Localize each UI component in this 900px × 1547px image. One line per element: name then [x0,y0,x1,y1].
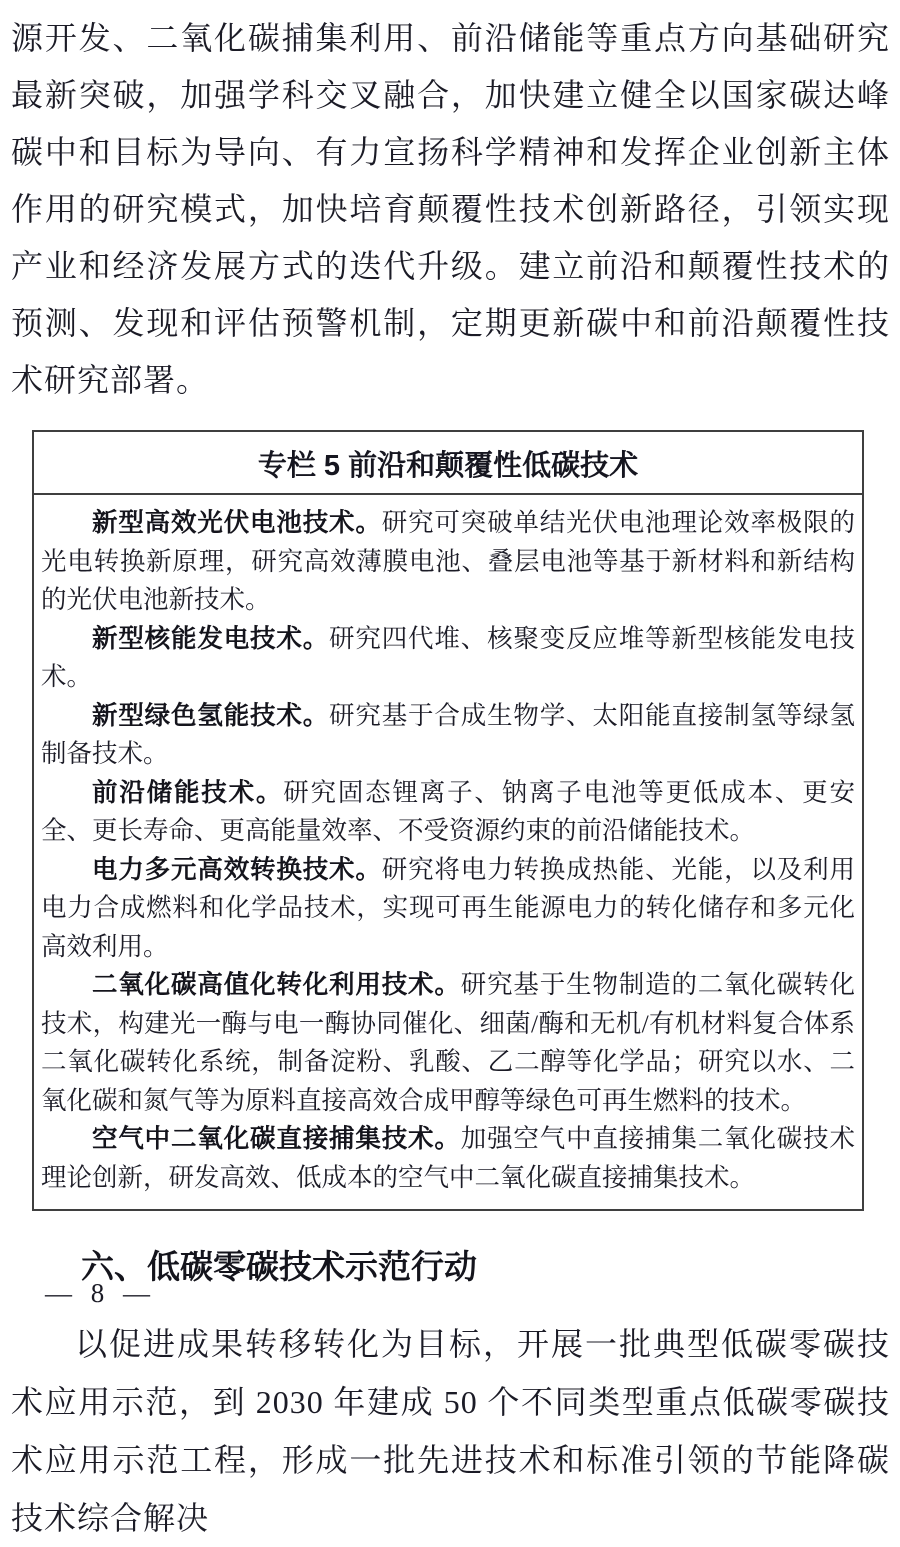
box-item [41,1120,855,1197]
box-item-body: 加强空气中直接捕集二氧化碳技术理论创新，研发高效、低成本的空气中二氧化碳直接捕集技术。 [41,1124,855,1192]
box-item [41,966,855,1120]
intro-paragraph: 源开发、二氧化碳捕集利用、前沿储能等重点方向基础研究最新突破，加强学科交叉融合，加快建立健全以国家碳达峰碳中和目标为导向、有力宣扬科学精神和发挥企业创新主体作用的研究模式，加快培育颠覆性技术创新路径，引领实现产业和经济发展方式的迭代升级。建立前沿和颠覆性技术的预测、发现和评估预警机制，定期更新碳中和前沿颠覆性技术研究部署。 [11,20,890,398]
page-number: — 8 — [45,1278,156,1308]
box-item-body: 研究基于合成生物学、太阳能直接制氢等绿氢制备技术。 [41,700,855,768]
column-box-title: 专栏 5 前沿和颠覆性低碳技术 [34,432,862,495]
box-item-lead: 新型绿色氢能技术。 [92,701,330,730]
box-item [41,851,855,967]
box-item-lead: 空气中二氧化碳直接捕集技术。 [92,1125,461,1153]
box-item [41,697,855,774]
box-item-body: 研究四代堆、核聚变反应堆等新型核能发电技术。 [41,623,855,691]
box-item-body: 研究固态锂离子、钠离子电池等更低成本、更安全、更长寿命、更高能量效率、不受资源约束的前沿储能技术。 [41,777,855,845]
box-item-lead: 电力多元高效转换技术。 [92,855,382,884]
box-item-lead: 二氧化碳高值化转化利用技术。 [92,971,461,999]
box-item-lead: 新型高效光伏电池技术。 [92,509,382,537]
box-item-body: 研究基于生物制造的二氧化碳转化技术，构建光一酶与电一酶协同催化、细菌/酶和无机/有机材料复合体系二氧化碳转化系统，制备淀粉、乳酸、乙二醇等化学品；研究以水、二氧化碳和氮气等为原料直接高效合成甲醇等绿色可再生燃料的技术。 [41,970,855,1115]
box-item [41,504,855,620]
column-box [32,430,864,1211]
box-item-body: 研究将电力转换成热能、光能，以及利用电力合成燃料和化学品技术，实现可再生能源电力的转化储存和多元化高效利用。 [41,854,855,961]
box-item-lead: 前沿储能技术。 [92,778,284,807]
box-item-lead: 新型核能发电技术。 [92,624,330,653]
box-item [41,774,855,851]
section-heading: 六、低碳零碳技术示范行动 [81,1248,477,1285]
column-box-body [34,495,862,1209]
box-item-body: 研究可突破单结光伏电池理论效率极限的光电转换新原理，研究高效薄膜电池、叠层电池等基于新材料和新结构的光伏电池新技术。 [41,508,855,614]
box-item [41,620,855,697]
closing-paragraph: 以促进成果转移转化为目标，开展一批典型低碳零碳技术应用示范，到 2030 年建成 50 个不同类型重点低碳零碳技术应用示范工程，形成一批先进技术和标准引领的节能降碳技术综合解决 [11,1326,890,1536]
